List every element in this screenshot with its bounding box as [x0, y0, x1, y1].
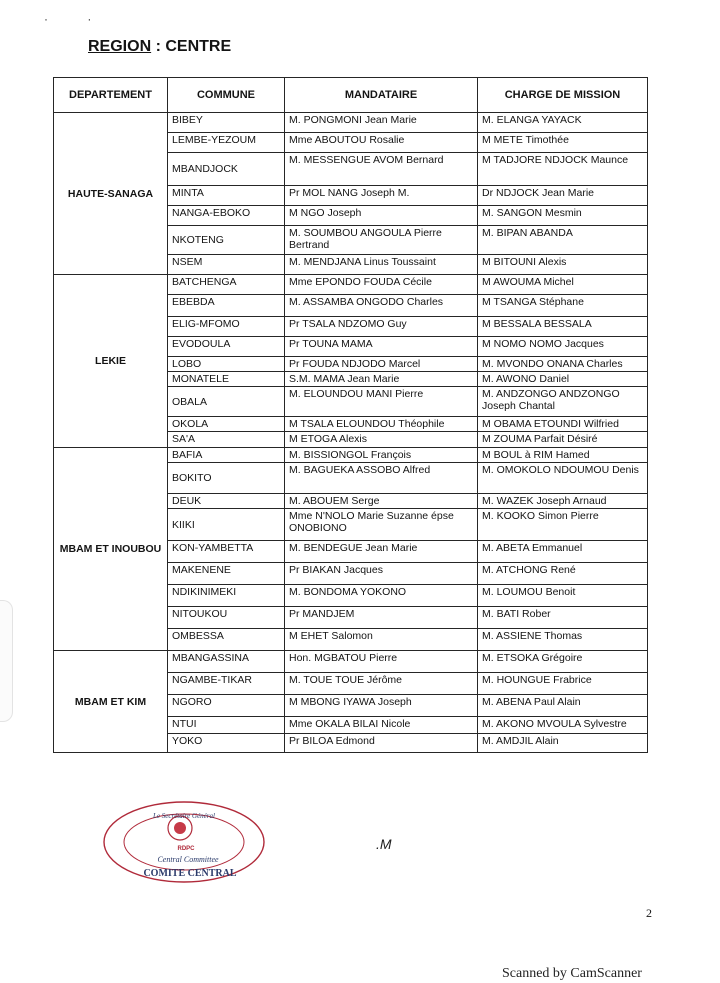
commune-cell: NSEM: [168, 255, 285, 275]
table-body: [54, 113, 648, 753]
table-row: [54, 448, 648, 463]
mandataire-cell: M. SOUMBOU ANGOULA Pierre Bertrand: [285, 226, 478, 255]
mandataire-cell: M. PONGMONI Jean Marie: [285, 113, 478, 133]
mandataire-cell: M NGO Joseph: [285, 206, 478, 226]
commune-cell: YOKO: [168, 734, 285, 753]
charge-de-mission-cell: M. ELANGA YAYACK: [478, 113, 648, 133]
mandataire-cell: Pr MOL NANG Joseph M.: [285, 186, 478, 206]
table-row: [54, 275, 648, 295]
commune-cell: NGAMBE-TIKAR: [168, 673, 285, 695]
commune-cell: BATCHENGA: [168, 275, 285, 295]
mandataire-cell: Pr TSALA NDZOMO Guy: [285, 317, 478, 337]
mandataire-cell: S.M. MAMA Jean Marie: [285, 372, 478, 387]
header-commune: COMMUNE: [168, 78, 285, 113]
charge-de-mission-cell: M. AKONO MVOULA Sylvestre: [478, 717, 648, 734]
department-cell: MBAM ET INOUBOU: [54, 448, 168, 651]
commune-cell: BIBEY: [168, 113, 285, 133]
charge-de-mission-cell: M. BIPAN ABANDA: [478, 226, 648, 255]
charge-de-mission-cell: M. ABETA Emmanuel: [478, 541, 648, 563]
charge-de-mission-cell: M. MVONDO ONANA Charles: [478, 357, 648, 372]
charge-de-mission-cell: M ZOUMA Parfait Désiré: [478, 432, 648, 448]
commune-cell: SA'A: [168, 432, 285, 448]
charge-de-mission-cell: M BITOUNI Alexis: [478, 255, 648, 275]
commune-cell: NKOTENG: [168, 226, 285, 255]
mandataire-cell: Mme EPONDO FOUDA Cécile: [285, 275, 478, 295]
charge-de-mission-cell: M. SANGON Mesmin: [478, 206, 648, 226]
seal-outer-text: COMITE CENTRAL: [143, 868, 237, 879]
commune-cell: KIIKI: [168, 509, 285, 541]
commune-cell: LOBO: [168, 357, 285, 372]
commune-cell: LEMBE-YEZOUM: [168, 133, 285, 153]
charge-de-mission-cell: M TSANGA Stéphane: [478, 295, 648, 317]
charge-de-mission-cell: M AWOUMA Michel: [478, 275, 648, 295]
scanner-footer: Scanned by CamScanner: [502, 966, 642, 981]
mandataire-cell: M. BONDOMA YOKONO: [285, 585, 478, 607]
charge-de-mission-cell: M. AMDJIL Alain: [478, 734, 648, 753]
charge-de-mission-cell: M. WAZEK Joseph Arnaud: [478, 494, 648, 509]
commune-cell: NGORO: [168, 695, 285, 717]
department-cell: HAUTE-SANAGA: [54, 113, 168, 275]
mandataire-cell: M. BISSIONGOL François: [285, 448, 478, 463]
table-row: [54, 651, 648, 673]
seal-secretary-text: Le Secrétaire Général: [153, 812, 215, 820]
region-name: CENTRE: [165, 38, 232, 55]
header-mandataire: MANDATAIRE: [285, 78, 478, 113]
commune-cell: MAKENENE: [168, 563, 285, 585]
charge-de-mission-cell: M. OMOKOLO NDOUMOU Denis: [478, 463, 648, 494]
charge-de-mission-cell: M. AWONO Daniel: [478, 372, 648, 387]
mandataire-cell: Mme OKALA BILAI Nicole: [285, 717, 478, 734]
charge-de-mission-cell: M. HOUNGUE Frabrice: [478, 673, 648, 695]
charge-de-mission-cell: M BOUL à RIM Hamed: [478, 448, 648, 463]
mandataire-cell: M. ABOUEM Serge: [285, 494, 478, 509]
charge-de-mission-cell: M METE Timothée: [478, 133, 648, 153]
commune-cell: KON-YAMBETTA: [168, 541, 285, 563]
region-heading: [88, 38, 231, 56]
commune-cell: NANGA-EBOKO: [168, 206, 285, 226]
header-charge-de-mission: CHARGE DE MISSION: [478, 78, 648, 113]
mandataire-cell: M. ASSAMBA ONGODO Charles: [285, 295, 478, 317]
charge-de-mission-cell: Dr NDJOCK Jean Marie: [478, 186, 648, 206]
mandataire-cell: Hon. MGBATOU Pierre: [285, 651, 478, 673]
commune-cell: OKOLA: [168, 417, 285, 432]
charge-de-mission-cell: M. ETSOKA Grégoire: [478, 651, 648, 673]
commune-cell: ELIG-MFOMO: [168, 317, 285, 337]
party-seal-stamp: [98, 790, 278, 886]
mandataire-cell: Pr FOUDA NDJODO Marcel: [285, 357, 478, 372]
commune-cell: OMBESSA: [168, 629, 285, 651]
charge-de-mission-cell: M OBAMA ETOUNDI Wilfried: [478, 417, 648, 432]
mandataire-cell: M. BAGUEKA ASSOBO Alfred: [285, 463, 478, 494]
mandataire-cell: M EHET Salomon: [285, 629, 478, 651]
commune-cell: MONATELE: [168, 372, 285, 387]
commune-cell: BAFIA: [168, 448, 285, 463]
commune-cell: MBANDJOCK: [168, 153, 285, 186]
department-cell: MBAM ET KIM: [54, 651, 168, 753]
mandataire-cell: Pr BILOA Edmond: [285, 734, 478, 753]
charge-de-mission-cell: M. ASSIENE Thomas: [478, 629, 648, 651]
charge-de-mission-cell: M. ABENA Paul Alain: [478, 695, 648, 717]
mandataire-cell: M MBONG IYAWA Joseph: [285, 695, 478, 717]
commune-cell: DEUK: [168, 494, 285, 509]
table-row: [54, 113, 648, 133]
mandataire-cell: M. ELOUNDOU MANI Pierre: [285, 387, 478, 417]
charge-de-mission-cell: M. ATCHONG René: [478, 563, 648, 585]
region-separator: :: [151, 38, 166, 55]
mandataire-cell: M. MESSENGUE AVOM Bernard: [285, 153, 478, 186]
charge-de-mission-cell: M. BATI Rober: [478, 607, 648, 629]
mandataire-cell: M. BENDEGUE Jean Marie: [285, 541, 478, 563]
signature-mark: .M: [376, 836, 392, 852]
region-label: REGION: [88, 38, 152, 55]
assignment-table-wrap: [53, 77, 647, 753]
charge-de-mission-cell: M. ANDZONGO ANDZONGO Joseph Chantal: [478, 387, 648, 417]
commune-cell: MINTA: [168, 186, 285, 206]
charge-de-mission-cell: M NOMO NOMO Jacques: [478, 337, 648, 357]
scan-specks: · ·: [44, 12, 110, 26]
mandataire-cell: M. MENDJANA Linus Toussaint: [285, 255, 478, 275]
commune-cell: NTUI: [168, 717, 285, 734]
mandataire-cell: Mme N'NOLO Marie Suzanne épse ONOBIONO: [285, 509, 478, 541]
mandataire-cell: Pr MANDJEM: [285, 607, 478, 629]
scan-edge-artifact: [0, 600, 13, 722]
charge-de-mission-cell: M TADJORE NDJOCK Maunce: [478, 153, 648, 186]
commune-cell: EVODOULA: [168, 337, 285, 357]
mandataire-cell: M. TOUE TOUE Jérôme: [285, 673, 478, 695]
charge-de-mission-cell: M. LOUMOU Benoit: [478, 585, 648, 607]
mandataire-cell: M TSALA ELOUNDOU Théophile: [285, 417, 478, 432]
department-cell: LEKIE: [54, 275, 168, 448]
mandataire-cell: Pr BIAKAN Jacques: [285, 563, 478, 585]
mandataire-cell: M ETOGA Alexis: [285, 432, 478, 448]
commune-cell: MBANGASSINA: [168, 651, 285, 673]
header-departement: DEPARTEMENT: [54, 78, 168, 113]
seal-center-text: RDPC: [177, 846, 195, 852]
commune-cell: BOKITO: [168, 463, 285, 494]
mandataire-cell: Pr TOUNA MAMA: [285, 337, 478, 357]
commune-cell: NITOUKOU: [168, 607, 285, 629]
seal-inner-text: Central Committee: [157, 855, 219, 864]
commune-cell: EBEBDA: [168, 295, 285, 317]
commune-cell: NDIKINIMEKI: [168, 585, 285, 607]
assignment-table: [53, 77, 648, 753]
charge-de-mission-cell: M. KOOKO Simon Pierre: [478, 509, 648, 541]
page-number: 2: [646, 906, 652, 920]
mandataire-cell: Mme ABOUTOU Rosalie: [285, 133, 478, 153]
commune-cell: OBALA: [168, 387, 285, 417]
charge-de-mission-cell: M BESSALA BESSALA: [478, 317, 648, 337]
table-header-row: [54, 78, 648, 113]
